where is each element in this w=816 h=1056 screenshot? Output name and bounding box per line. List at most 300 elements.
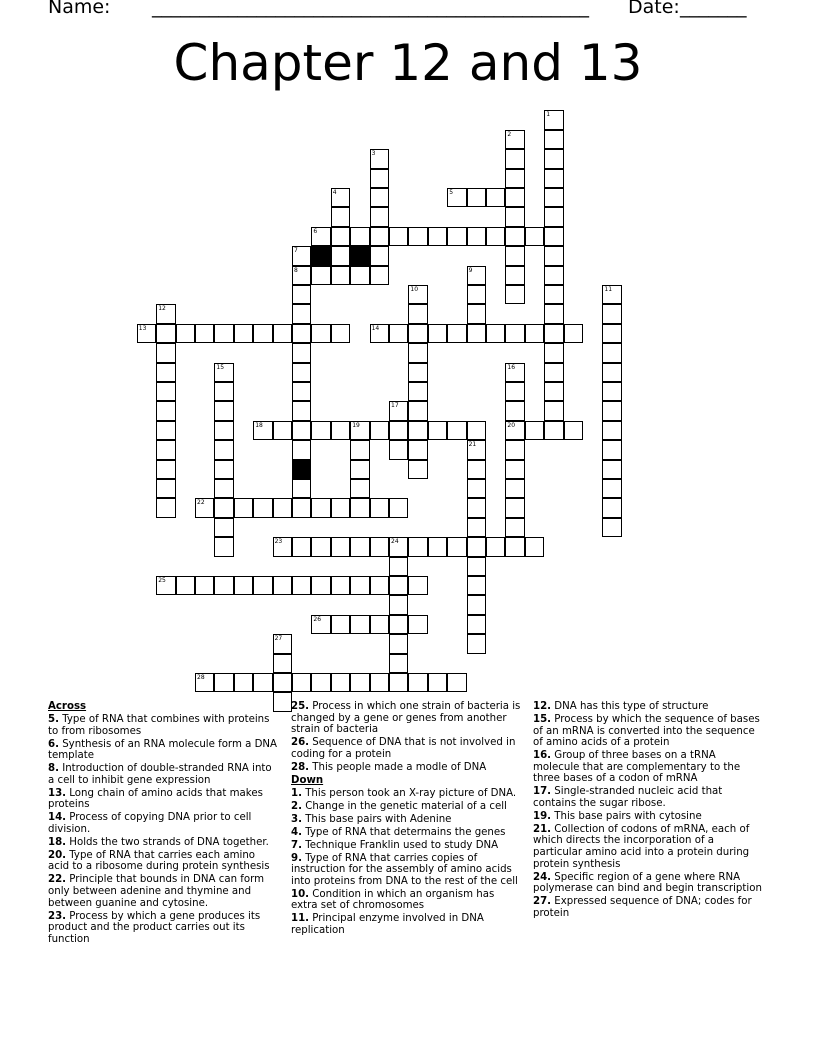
grid-cell[interactable] [389, 440, 408, 459]
grid-cell[interactable] [214, 518, 233, 537]
grid-cell[interactable] [234, 576, 253, 595]
grid-cell[interactable] [273, 673, 292, 692]
grid-cell[interactable] [350, 576, 369, 595]
grid-cell[interactable] [505, 401, 524, 420]
grid-cell[interactable] [292, 479, 311, 498]
clue-number: 1 [546, 111, 551, 119]
grid-cell[interactable] [467, 324, 486, 343]
clue-item [291, 840, 521, 852]
grid-cell[interactable] [544, 363, 563, 382]
grid-cell[interactable] [428, 324, 447, 343]
grid-cell[interactable] [505, 188, 524, 207]
grid-cell[interactable] [370, 266, 389, 285]
grid-cell[interactable] [428, 421, 447, 440]
grid-cell[interactable] [486, 188, 505, 207]
grid-cell[interactable] [331, 188, 350, 207]
grid-cell[interactable] [408, 440, 427, 459]
grid-cell[interactable] [447, 421, 466, 440]
grid-cell[interactable] [311, 227, 330, 246]
grid-cell[interactable] [214, 673, 233, 692]
grid-cell[interactable] [467, 537, 486, 556]
grid-cell[interactable] [292, 576, 311, 595]
grid-cell[interactable] [331, 227, 350, 246]
grid-cell[interactable] [544, 227, 563, 246]
grid-cell[interactable] [331, 207, 350, 226]
grid-cell[interactable] [544, 246, 563, 265]
grid-cell[interactable] [467, 576, 486, 595]
grid-cell[interactable] [467, 479, 486, 498]
clue-item-number: 18. [48, 836, 67, 848]
grid-cell[interactable] [370, 498, 389, 517]
clue-item-number: 2. [291, 800, 302, 812]
grid-cell[interactable] [505, 130, 524, 149]
grid-cell[interactable] [602, 363, 621, 382]
clue-item [291, 827, 521, 839]
grid-cell[interactable] [273, 654, 292, 673]
grid-cell[interactable] [350, 460, 369, 479]
grid-cell[interactable] [311, 537, 330, 556]
clue-item-text: Type of RNA that combines with proteins to from ribosomes [48, 713, 270, 737]
clue-item-number: 4. [291, 826, 302, 838]
grid-cell[interactable] [428, 673, 447, 692]
grid-cell[interactable] [214, 460, 233, 479]
clue-item-text: Principle that bounds in DNA can form only between adenine and thymine and between guanine and cytosine. [48, 874, 265, 909]
grid-cell[interactable] [234, 673, 253, 692]
grid-cell[interactable] [447, 324, 466, 343]
grid-cell[interactable] [544, 149, 563, 168]
grid-cell[interactable] [505, 207, 524, 226]
clue-item [291, 737, 521, 760]
grid-cell[interactable] [408, 460, 427, 479]
grid-cell-black [350, 246, 369, 265]
grid-cell[interactable] [370, 673, 389, 692]
grid-cell[interactable] [331, 266, 350, 285]
grid-cell[interactable] [311, 324, 330, 343]
grid-cell[interactable] [428, 227, 447, 246]
grid-cell[interactable] [331, 673, 350, 692]
grid-cell[interactable] [350, 266, 369, 285]
clue-item-text: Type of RNA that determains the genes [301, 826, 506, 838]
clue-item-text: Collection of codons of mRNA, each of which directs the incorporation of a particular amino acid into a protein during protein synthesis [533, 823, 750, 870]
grid-cell[interactable] [350, 498, 369, 517]
grid-cell[interactable] [350, 673, 369, 692]
grid-cell[interactable] [389, 634, 408, 653]
clue-item [291, 801, 521, 813]
clue-number: 2 [507, 130, 512, 138]
grid-cell[interactable] [505, 149, 524, 168]
grid-cell[interactable] [467, 421, 486, 440]
clue-number: 19 [352, 421, 360, 429]
grid-cell[interactable] [505, 169, 524, 188]
grid-cell[interactable] [467, 304, 486, 323]
grid-cell[interactable] [389, 498, 408, 517]
clue-item-number: 10. [291, 888, 310, 900]
grid-cell[interactable] [544, 304, 563, 323]
grid-cell[interactable] [253, 421, 272, 440]
grid-cell[interactable] [467, 227, 486, 246]
grid-cell[interactable] [214, 363, 233, 382]
clue-item-text: Type of RNA that carries copies of instruction for the assembly of amino acids into proteins from DNA to the rest of the cell [291, 852, 518, 887]
grid-cell[interactable] [350, 479, 369, 498]
clue-item [48, 714, 278, 737]
clue-number: 26 [313, 615, 322, 623]
grid-cell[interactable] [467, 460, 486, 479]
clue-item-number: 28. [291, 761, 310, 773]
clue-item [291, 814, 521, 826]
clue-number: 28 [197, 674, 205, 681]
grid-cell[interactable] [156, 460, 175, 479]
grid-cell[interactable] [408, 673, 427, 692]
grid-cell[interactable] [389, 654, 408, 673]
grid-cell[interactable] [389, 576, 408, 595]
grid-cell[interactable] [311, 576, 330, 595]
grid-cell[interactable] [447, 227, 466, 246]
grid-cell[interactable] [544, 324, 563, 343]
clue-item-text: This base pairs with Adenine [301, 813, 452, 825]
grid-cell[interactable] [311, 266, 330, 285]
grid-cell[interactable] [505, 266, 524, 285]
grid-cell[interactable] [428, 537, 447, 556]
clue-item-text: Principal enzyme involved in DNA replication [291, 913, 484, 936]
grid-cell[interactable] [525, 537, 544, 556]
grid-cell[interactable] [505, 246, 524, 265]
grid-cell[interactable] [467, 285, 486, 304]
grid-cell[interactable] [350, 615, 369, 634]
grid-cell[interactable] [544, 285, 563, 304]
grid-cell[interactable] [253, 324, 272, 343]
clue-number: 23 [274, 538, 283, 546]
grid-cell[interactable] [408, 615, 427, 634]
clue-item-text: Process of copying DNA prior to cell division. [48, 812, 252, 835]
grid-cell[interactable] [467, 595, 486, 614]
clue-item-text: Condition in which an organism has extra set of chromosomes [291, 888, 495, 912]
grid-cell[interactable] [292, 401, 311, 420]
grid-cell[interactable] [370, 324, 389, 343]
grid-cell[interactable] [350, 227, 369, 246]
grid-cell[interactable] [214, 382, 233, 401]
grid-cell[interactable] [467, 188, 486, 207]
grid-cell[interactable] [331, 576, 350, 595]
clue-item [533, 714, 763, 749]
grid-cell[interactable] [292, 324, 311, 343]
clue-number: 21 [468, 441, 477, 449]
clue-item-text: Process by which a gene produces its product and the product carries out its function [48, 910, 261, 945]
grid-cell[interactable] [467, 557, 486, 576]
grid-cell[interactable] [564, 324, 583, 343]
clue-item-number: 7. [291, 839, 302, 851]
grid-cell[interactable] [370, 537, 389, 556]
grid-cell[interactable] [214, 421, 233, 440]
clue-item-number: 1. [291, 787, 302, 799]
grid-cell[interactable] [195, 576, 214, 595]
clue-item-number: 19. [533, 810, 552, 822]
grid-cell[interactable] [486, 227, 505, 246]
grid-cell[interactable] [370, 246, 389, 265]
grid-cell[interactable] [292, 382, 311, 401]
grid-cell[interactable] [602, 382, 621, 401]
grid-cell[interactable] [214, 324, 233, 343]
clue-item [533, 786, 763, 809]
grid-cell[interactable] [505, 460, 524, 479]
grid-cell[interactable] [544, 169, 563, 188]
clue-number: 17 [391, 402, 399, 410]
clue-column-2 [291, 701, 521, 938]
grid-cell[interactable] [602, 324, 621, 343]
grid-cell[interactable] [292, 673, 311, 692]
grid-cell[interactable] [408, 285, 427, 304]
grid-cell[interactable] [156, 363, 175, 382]
clue-item-number: 11. [291, 913, 310, 925]
date-label: Date: [628, 0, 680, 18]
grid-cell[interactable] [602, 285, 621, 304]
grid-cell[interactable] [389, 401, 408, 420]
grid-cell[interactable] [234, 324, 253, 343]
grid-cell[interactable] [292, 363, 311, 382]
grid-cell[interactable] [176, 576, 195, 595]
grid-cell[interactable] [292, 537, 311, 556]
grid-cell[interactable] [292, 285, 311, 304]
grid-cell[interactable] [195, 673, 214, 692]
grid-cell[interactable] [273, 576, 292, 595]
grid-cell[interactable] [447, 537, 466, 556]
grid-cell[interactable] [389, 615, 408, 634]
grid-cell[interactable] [602, 460, 621, 479]
grid-cell[interactable] [156, 304, 175, 323]
grid-cell[interactable] [331, 421, 350, 440]
grid-cell[interactable] [389, 537, 408, 556]
grid-cell[interactable] [156, 498, 175, 517]
grid-cell[interactable] [408, 421, 427, 440]
grid-cell[interactable] [331, 498, 350, 517]
grid-cell[interactable] [467, 440, 486, 459]
grid-cell[interactable] [467, 518, 486, 537]
clue-item-number: 26. [291, 737, 310, 749]
grid-cell[interactable] [408, 363, 427, 382]
clue-item [48, 837, 278, 849]
grid-cell[interactable] [214, 576, 233, 595]
grid-cell[interactable] [156, 421, 175, 440]
clue-item-number: 5. [48, 713, 59, 725]
clue-item-text: Single-stranded nucleic acid that contains the sugar ribose. [533, 786, 723, 809]
grid-cell[interactable] [195, 324, 214, 343]
clue-item-text: Expressed sequence of DNA; codes for protein [533, 896, 752, 919]
clue-number: 4 [332, 189, 337, 196]
grid-cell[interactable] [292, 343, 311, 362]
grid-cell[interactable] [331, 615, 350, 634]
grid-cell[interactable] [370, 576, 389, 595]
name-field[interactable]: ______________________________________________ [152, 0, 589, 18]
grid-cell[interactable] [156, 382, 175, 401]
grid-cell[interactable] [156, 479, 175, 498]
grid-cell[interactable] [292, 440, 311, 459]
grid-cell[interactable] [311, 615, 330, 634]
grid-cell[interactable] [253, 576, 272, 595]
clue-number: 27 [274, 635, 283, 643]
grid-cell[interactable] [505, 440, 524, 459]
grid-cell[interactable] [525, 227, 544, 246]
grid-cell[interactable] [486, 537, 505, 556]
clue-item-text: Sequence of DNA that is not involved in coding for a protein [291, 737, 516, 760]
grid-cell[interactable] [292, 421, 311, 440]
clue-item [48, 850, 278, 873]
clue-number: 14 [371, 324, 380, 332]
grid-cell[interactable] [408, 304, 427, 323]
clue-item-text: This people made a modle of DNA [309, 761, 487, 773]
grid-cell[interactable] [505, 498, 524, 517]
grid-cell[interactable] [544, 130, 563, 149]
clue-number: 15 [216, 363, 225, 371]
grid-cell[interactable] [195, 498, 214, 517]
grid-cell[interactable] [544, 188, 563, 207]
grid-cell[interactable] [389, 324, 408, 343]
grid-cell[interactable] [273, 498, 292, 517]
grid-cell[interactable] [447, 188, 466, 207]
grid-cell[interactable] [544, 110, 563, 129]
grid-cell[interactable] [292, 246, 311, 265]
clue-item [291, 788, 521, 800]
down-heading: Down [291, 774, 324, 786]
clue-item-text: Process in which one strain of bacteria is changed by a gene or genes from another strain of bacteria [291, 701, 521, 736]
grid-cell[interactable] [505, 382, 524, 401]
grid-cell[interactable] [156, 401, 175, 420]
grid-cell[interactable] [273, 324, 292, 343]
grid-cell[interactable] [602, 343, 621, 362]
grid-cell[interactable] [370, 207, 389, 226]
grid-cell[interactable] [408, 537, 427, 556]
grid-cell[interactable] [505, 421, 524, 440]
grid-cell[interactable] [292, 498, 311, 517]
clue-number: 5 [449, 189, 454, 196]
grid-cell[interactable] [331, 537, 350, 556]
grid-cell[interactable] [214, 537, 233, 556]
grid-cell[interactable] [467, 498, 486, 517]
grid-cell[interactable] [156, 440, 175, 459]
grid-cell[interactable] [447, 673, 466, 692]
grid-cell[interactable] [253, 498, 272, 517]
grid-cell[interactable] [505, 518, 524, 537]
grid-cell[interactable] [505, 537, 524, 556]
clue-item-text: Synthesis of an RNA molecule form a DNA template [48, 738, 278, 762]
grid-cell[interactable] [602, 518, 621, 537]
clue-item [291, 762, 521, 774]
grid-cell[interactable] [389, 673, 408, 692]
grid-cell[interactable] [214, 401, 233, 420]
grid-cell[interactable] [505, 227, 524, 246]
clue-number: 20 [507, 421, 516, 429]
grid-cell[interactable] [311, 421, 330, 440]
grid-cell[interactable] [467, 634, 486, 653]
grid-cell[interactable] [408, 576, 427, 595]
grid-cell[interactable] [370, 149, 389, 168]
grid-cell[interactable] [602, 421, 621, 440]
grid-cell[interactable] [467, 615, 486, 634]
clue-item-text: Holds the two strands of DNA together. [66, 836, 269, 848]
grid-cell[interactable] [234, 498, 253, 517]
grid-cell[interactable] [370, 615, 389, 634]
grid-cell[interactable] [505, 479, 524, 498]
clue-item-number: 22. [48, 874, 67, 886]
grid-cell[interactable] [214, 440, 233, 459]
grid-cell[interactable] [273, 421, 292, 440]
grid-cell[interactable] [544, 382, 563, 401]
grid-cell[interactable] [544, 266, 563, 285]
grid-cell[interactable] [544, 207, 563, 226]
grid-cell[interactable] [331, 324, 350, 343]
clue-item-number: 23. [48, 910, 67, 922]
clue-number: 9 [468, 266, 473, 274]
grid-cell[interactable] [408, 382, 427, 401]
grid-cell[interactable] [350, 537, 369, 556]
grid-cell[interactable] [389, 557, 408, 576]
grid-cell[interactable] [408, 343, 427, 362]
grid-cell[interactable] [292, 304, 311, 323]
grid-cell[interactable] [408, 401, 427, 420]
clue-number: 16 [507, 363, 516, 371]
grid-cell[interactable] [544, 421, 563, 440]
clue-item-number: 14. [48, 812, 67, 824]
clue-column-3 [533, 701, 763, 921]
grid-cell[interactable] [505, 363, 524, 382]
grid-cell[interactable] [370, 421, 389, 440]
grid-cell[interactable] [467, 266, 486, 285]
grid-cell[interactable] [525, 421, 544, 440]
grid-cell[interactable] [214, 479, 233, 498]
grid-cell[interactable] [292, 266, 311, 285]
grid-cell[interactable] [505, 324, 524, 343]
grid-cell[interactable] [389, 421, 408, 440]
clue-item-number: 25. [291, 701, 310, 712]
grid-cell[interactable] [408, 324, 427, 343]
grid-cell[interactable] [273, 634, 292, 653]
grid-cell[interactable] [602, 479, 621, 498]
clue-item-text: Introduction of double-stranded RNA into a cell to inhibit gene expression [48, 763, 272, 786]
grid-cell[interactable] [350, 421, 369, 440]
grid-cell[interactable] [564, 421, 583, 440]
date-field[interactable]: _______ [680, 0, 747, 18]
grid-cell[interactable] [602, 304, 621, 323]
grid-cell[interactable] [544, 343, 563, 362]
grid-cell[interactable] [505, 285, 524, 304]
grid-cell[interactable] [156, 343, 175, 362]
grid-cell[interactable] [273, 537, 292, 556]
grid-cell[interactable] [156, 576, 175, 595]
clue-item [533, 750, 763, 785]
grid-cell[interactable] [214, 498, 233, 517]
grid-cell[interactable] [253, 673, 272, 692]
grid-cell[interactable] [486, 324, 505, 343]
grid-cell[interactable] [544, 401, 563, 420]
grid-cell[interactable] [331, 246, 350, 265]
grid-cell[interactable] [311, 673, 330, 692]
grid-cell[interactable] [525, 324, 544, 343]
grid-cell[interactable] [311, 498, 330, 517]
clue-number: 24 [391, 538, 399, 546]
grid-cell[interactable] [350, 440, 369, 459]
grid-cell[interactable] [602, 440, 621, 459]
clue-item-text: Specific region of a gene where RNA polymerase can bind and begin transcription [533, 871, 762, 895]
grid-cell[interactable] [176, 324, 195, 343]
grid-cell[interactable] [370, 227, 389, 246]
grid-cell[interactable] [389, 595, 408, 614]
grid-cell[interactable] [408, 227, 427, 246]
grid-cell[interactable] [370, 169, 389, 188]
grid-cell[interactable] [137, 324, 156, 343]
grid-cell[interactable] [156, 324, 175, 343]
grid-cell[interactable] [602, 401, 621, 420]
grid-cell[interactable] [389, 227, 408, 246]
grid-cell[interactable] [370, 188, 389, 207]
grid-cell[interactable] [602, 498, 621, 517]
